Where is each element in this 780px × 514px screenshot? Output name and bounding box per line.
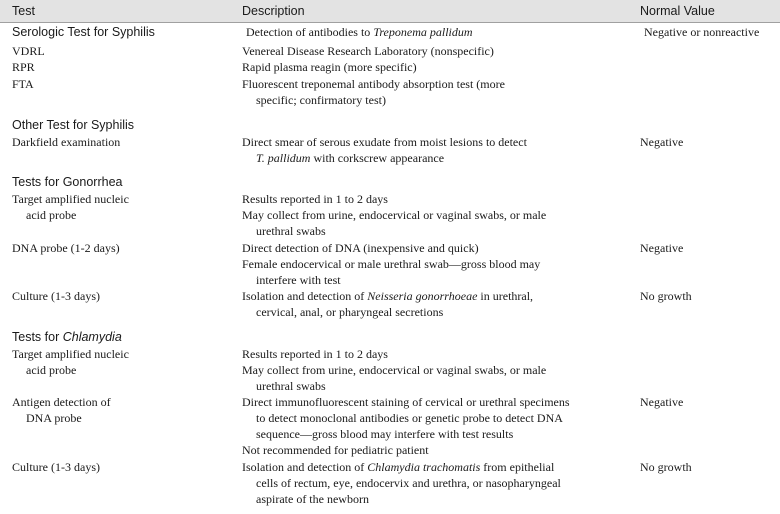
column-header-normal-value: Normal Value — [640, 4, 715, 18]
cell-line — [242, 491, 632, 507]
cell-line — [12, 362, 232, 378]
cell-line — [242, 288, 632, 304]
cell-line — [242, 410, 632, 426]
text: Results reported in 1 to 2 days — [242, 192, 388, 206]
text: Negative or nonreactive — [644, 25, 760, 39]
text: with corkscrew appearance — [310, 151, 445, 165]
cell-line — [242, 346, 632, 362]
text: Tests for Gonorrhea — [12, 175, 123, 189]
cell-description — [242, 240, 632, 288]
text: acid probe — [26, 208, 77, 222]
cell-description — [242, 76, 632, 108]
cell-description — [242, 346, 632, 394]
text: Darkfield examination — [12, 135, 121, 149]
cell-test — [12, 43, 232, 59]
text: from epithelial — [480, 460, 555, 474]
cell-test — [12, 117, 232, 134]
text: Venereal Disease Research Laboratory (nonspecific) — [242, 44, 494, 58]
cell-line — [242, 223, 632, 239]
cell-test — [12, 346, 232, 378]
text: Isolation and detection of — [242, 460, 368, 474]
text: Direct immunofluorescent staining of cervical or urethral specimens — [242, 395, 570, 409]
cell-line — [242, 394, 632, 410]
cell-test — [12, 240, 232, 256]
text: Isolation and detection of — [242, 289, 368, 303]
text: No growth — [640, 289, 692, 303]
text: Female endocervical or male urethral swab—gross blood may — [242, 257, 541, 271]
cell-line — [640, 459, 778, 475]
text: Results reported in 1 to 2 days — [242, 347, 388, 361]
cell-test — [12, 76, 232, 92]
cell-line — [640, 134, 778, 150]
cell-line — [640, 240, 778, 256]
cell-line — [12, 240, 232, 256]
italic-text: Chlamydia trachomatis — [367, 460, 481, 474]
text: Tests for — [12, 330, 63, 344]
cell-line — [242, 59, 632, 75]
cell-test — [12, 459, 232, 475]
text: Direct detection of DNA (inexpensive and quick) — [242, 241, 479, 255]
cell-line — [242, 362, 632, 378]
cell-line — [242, 92, 632, 108]
text: RPR — [12, 60, 35, 74]
cell-line — [12, 174, 232, 191]
cell-line — [242, 24, 632, 41]
cell-line — [12, 410, 232, 426]
cell-line — [12, 59, 232, 75]
cell-line — [12, 394, 232, 410]
text: May collect from urine, endocervical or vaginal swabs, or male — [242, 208, 547, 222]
cell-line — [12, 459, 232, 475]
text: Culture (1-3 days) — [12, 460, 100, 474]
cell-line — [242, 304, 632, 320]
text: Negative — [640, 241, 684, 255]
cell-test — [12, 329, 232, 346]
cell-line — [242, 256, 632, 272]
cell-line — [242, 76, 632, 92]
cell-line — [242, 191, 632, 207]
text: Antigen detection of — [12, 395, 111, 409]
text: May collect from urine, endocervical or vaginal swabs, or male — [242, 363, 547, 377]
text: DNA probe — [26, 411, 82, 425]
cell-description — [242, 394, 632, 458]
cell-description — [242, 43, 632, 59]
text: Negative — [640, 135, 684, 149]
cell-line — [242, 459, 632, 475]
cell-normal-value — [640, 240, 778, 256]
cell-line — [12, 43, 232, 59]
text: cells of rectum, eye, endocervix and urethra, or nasopharyngeal — [256, 476, 561, 490]
text: Other Test for Syphilis — [12, 118, 135, 132]
cell-test — [12, 24, 232, 41]
cell-line — [12, 288, 232, 304]
cell-line — [12, 329, 232, 346]
cell-test — [12, 191, 232, 223]
italic-text: T. pallidum — [256, 151, 311, 165]
column-header-test: Test — [12, 4, 35, 18]
cell-test — [12, 394, 232, 426]
cell-line — [12, 134, 232, 150]
text: Target amplified nucleic — [12, 347, 129, 361]
text: Culture (1-3 days) — [12, 289, 100, 303]
cell-line — [12, 76, 232, 92]
text: Detection of antibodies to — [246, 25, 374, 39]
text: Fluorescent treponemal antibody absorption test (more — [242, 77, 505, 91]
cell-description — [242, 59, 632, 75]
text: cervical, anal, or pharyngeal secretions — [256, 305, 444, 319]
text: Not recommended for pediatric patient — [242, 443, 429, 457]
text: urethral swabs — [256, 379, 326, 393]
cell-test — [12, 59, 232, 75]
cell-line — [640, 394, 778, 410]
italic-text: Treponema pallidum — [373, 25, 473, 39]
cell-line — [640, 288, 778, 304]
text: acid probe — [26, 363, 77, 377]
text: Negative — [640, 395, 684, 409]
text: Serologic Test for Syphilis — [12, 25, 155, 39]
cell-description — [242, 459, 632, 507]
cell-line — [242, 43, 632, 59]
cell-normal-value — [640, 394, 778, 410]
cell-description — [242, 191, 632, 239]
text: interfere with test — [256, 273, 341, 287]
cell-line — [12, 24, 232, 41]
cell-normal-value — [640, 459, 778, 475]
cell-line — [12, 207, 232, 223]
text: in urethral, — [477, 289, 534, 303]
cell-line — [242, 272, 632, 288]
cell-line — [242, 150, 632, 166]
text: sequence—gross blood may interfere with test results — [256, 427, 514, 441]
text: Target amplified nucleic — [12, 192, 129, 206]
text: DNA probe (1-2 days) — [12, 241, 120, 255]
cell-test — [12, 288, 232, 304]
cell-description — [242, 134, 632, 166]
text: urethral swabs — [256, 224, 326, 238]
text: No growth — [640, 460, 692, 474]
cell-line — [242, 378, 632, 394]
cell-test — [12, 174, 232, 191]
cell-test — [12, 134, 232, 150]
text: FTA — [12, 77, 34, 91]
text: to detect monoclonal antibodies or genetic probe to detect DNA — [256, 411, 563, 425]
cell-line — [242, 475, 632, 491]
cell-line — [242, 240, 632, 256]
text: VDRL — [12, 44, 45, 58]
cell-line — [12, 346, 232, 362]
cell-line — [12, 191, 232, 207]
italic-text: Neisseria gonorrhoeae — [367, 289, 478, 303]
table-header — [0, 0, 780, 23]
cell-line — [242, 134, 632, 150]
cell-normal-value — [640, 288, 778, 304]
cell-line — [12, 117, 232, 134]
cell-line — [242, 426, 632, 442]
cell-line — [242, 442, 632, 458]
cell-normal-value — [640, 24, 778, 41]
text: Direct smear of serous exudate from moist lesions to detect — [242, 135, 527, 149]
cell-normal-value — [640, 134, 778, 150]
text: specific; confirmatory test) — [256, 93, 386, 107]
text: Rapid plasma reagin (more specific) — [242, 60, 417, 74]
italic-text: Chlamydia — [62, 330, 122, 344]
cell-description — [242, 288, 632, 320]
column-header-description: Description — [242, 4, 305, 18]
text: aspirate of the newborn — [256, 492, 369, 506]
cell-description — [242, 24, 632, 41]
cell-line — [242, 207, 632, 223]
cell-line — [640, 24, 778, 41]
